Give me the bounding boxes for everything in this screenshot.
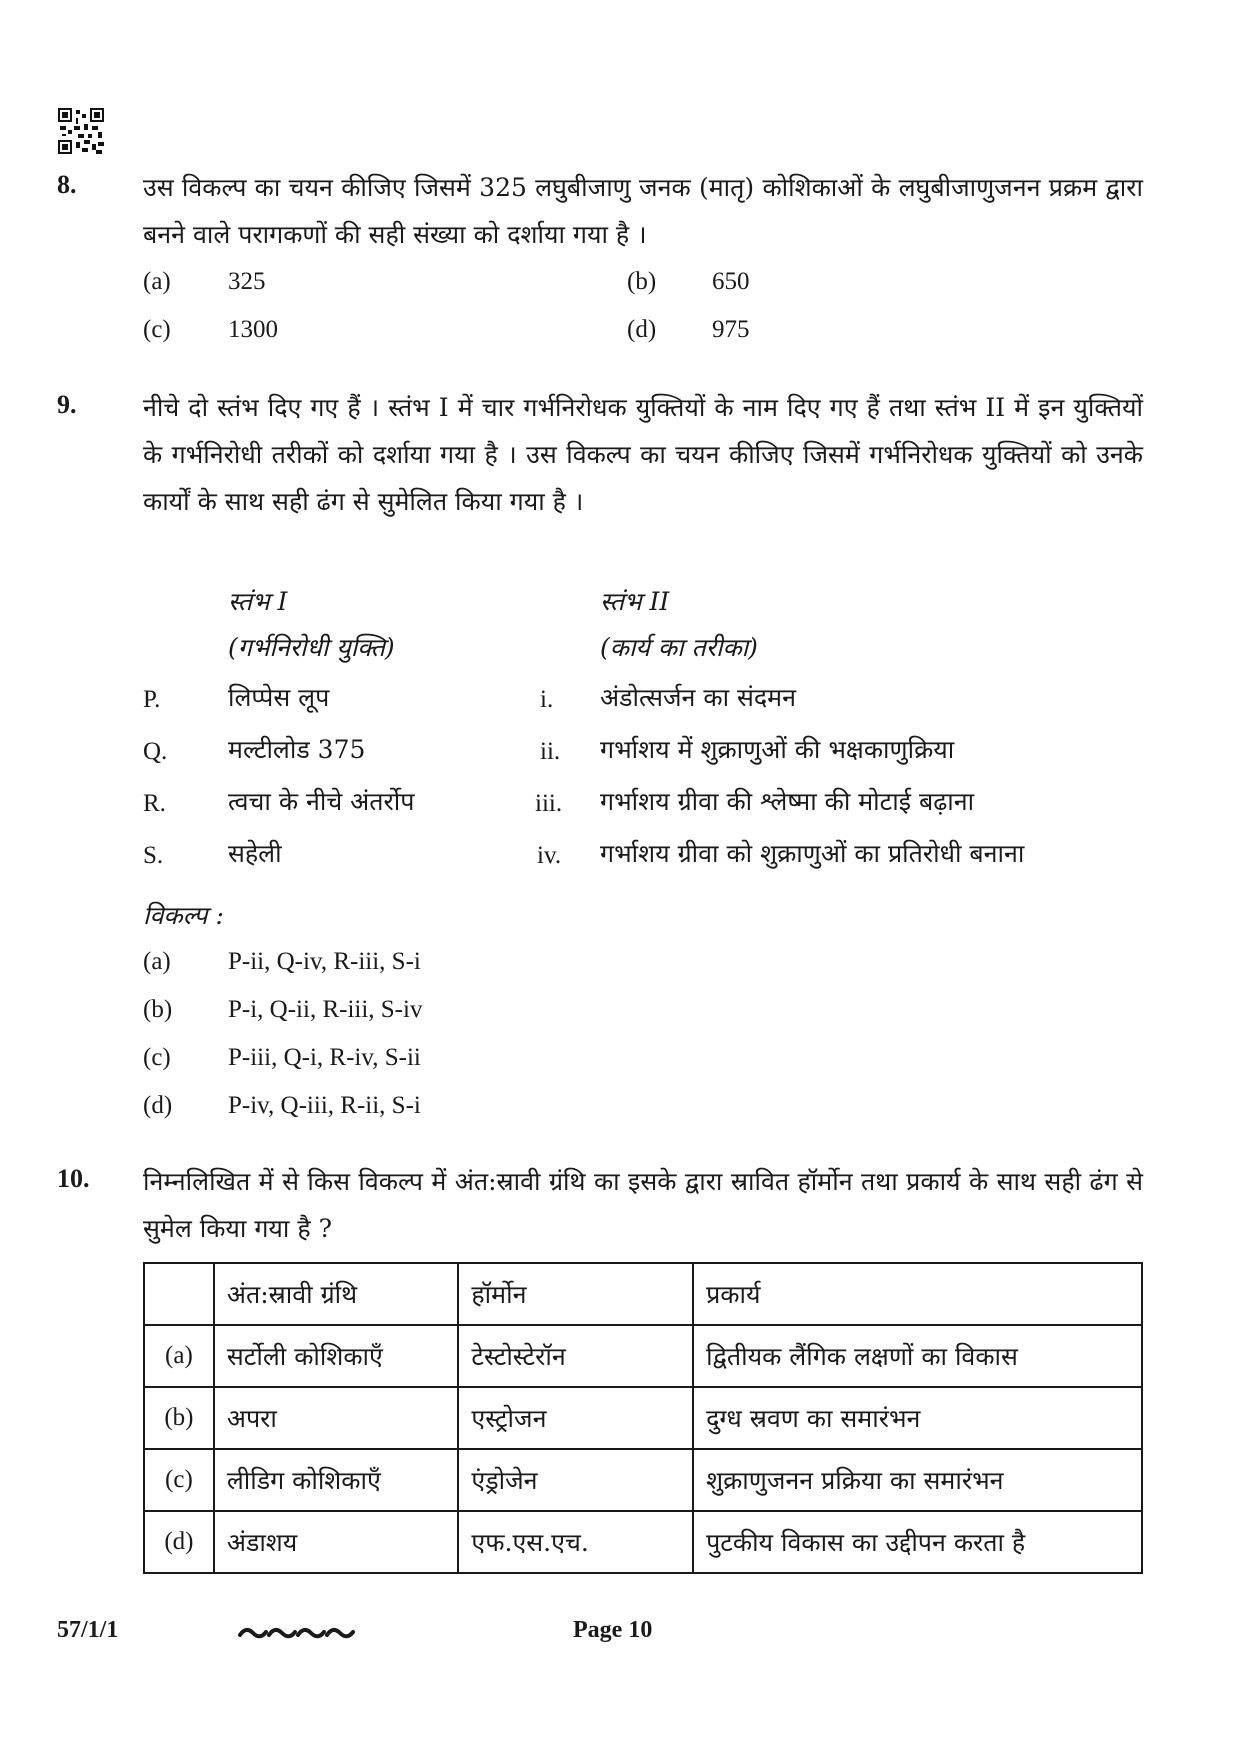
table-cell: अंडाशय — [214, 1511, 459, 1573]
qr-code — [58, 108, 104, 154]
match-right-i: अंडोत्सर्जन का संदमन — [600, 683, 796, 712]
q9-option-a[interactable] — [143, 948, 421, 976]
question-8-text: उस विकल्प का चयन कीजिए जिसमें 325 लघुबीजाणु जनक (मातृ) कोशिकाओं के लघुबीजाणुजनन प्रक्रम द्वारा बनने वाले परागकणों की सही संख्या को दर्शाया गया है । — [143, 173, 1143, 249]
table-row[interactable] — [144, 1325, 1142, 1387]
page-number: Page 10 — [573, 1617, 653, 1643]
match-key-p: P. — [143, 686, 161, 713]
options-heading: विकल्प : — [143, 901, 224, 930]
paper-code: 57/1/1 — [57, 1617, 119, 1643]
q8-option-a[interactable] — [143, 268, 266, 296]
q9-option-c[interactable] — [143, 1044, 421, 1072]
option-label: (c) — [143, 316, 171, 343]
table-cell-label: (d) — [144, 1511, 214, 1573]
option-label: (a) — [143, 268, 171, 295]
column-1-title: स्तंभ I — [228, 587, 288, 616]
option-value: P-i, Q-ii, R-iii, S-iv — [228, 996, 423, 1023]
match-right-iv: गर्भाशय ग्रीवा को शुक्राणुओं का प्रतिरोधी बनाना — [600, 839, 1025, 868]
tilde-ornament-icon — [238, 1622, 356, 1642]
match-right-ii: गर्भाशय में शुक्राणुओं की भक्षकाणुक्रिया — [600, 735, 955, 764]
table-cell: लीडिग कोशिकाएँ — [214, 1449, 459, 1511]
option-label: (b) — [627, 268, 657, 295]
table-row[interactable] — [144, 1511, 1142, 1573]
table-row[interactable] — [144, 1387, 1142, 1449]
q9-option-d[interactable] — [143, 1092, 421, 1120]
table-cell: शुक्राणुजनन प्रक्रिया का समारंभन — [693, 1449, 1142, 1511]
table-cell-label: (a) — [144, 1325, 214, 1387]
option-label: (c) — [143, 1044, 171, 1071]
match-table — [143, 1262, 1143, 1574]
table-cell: एफ.एस.एच. — [458, 1511, 693, 1573]
option-value: 325 — [228, 268, 266, 295]
table-cell: एंड्रोजेन — [458, 1449, 693, 1511]
match-key-r: R. — [143, 790, 166, 817]
table-cell: द्वितीयक लैंगिक लक्षणों का विकास — [693, 1325, 1142, 1387]
q9-option-b[interactable] — [143, 996, 422, 1024]
question-9-text: नीचे दो स्तंभ दिए गए हैं । स्तंभ I में चार गर्भनिरोधक युक्तियों के नाम दिए गए हैं तथा स्तंभ II में इन युक्तियों के गर्भनिरोधी तरीकों को दर्शाया गया है । उस विकल्प का चयन कीजिए जिसमें गर्भनिरोधक युक्तियों को उनके कार्यों के साथ सही ढंग से सुमेलित किया गया है । — [143, 393, 1143, 516]
table-cell: टेस्टोस्टेरॉन — [458, 1325, 693, 1387]
option-value: P-iv, Q-iii, R-ii, S-i — [228, 1092, 421, 1119]
question-10-text: निम्नलिखित में से किस विकल्प में अंत:स्रावी ग्रंथि का इसके द्वारा स्रावित हॉर्मोन तथा प्रकार्य के साथ सही ढंग से सुमेल किया गया है ? — [143, 1167, 1143, 1243]
table-header-cell: हॉर्मोन — [458, 1263, 693, 1325]
table-cell: पुटकीय विकास का उद्दीपन करता है — [693, 1511, 1142, 1573]
match-num-i: i. — [540, 686, 554, 713]
column-1-subtitle: (गर्भनिरोधी युक्ति) — [228, 633, 395, 662]
table-cell-label: (c) — [144, 1449, 214, 1511]
column-2-subtitle: (कार्य का तरीका) — [600, 633, 758, 662]
table-header-cell: अंत:स्रावी ग्रंथि — [214, 1263, 459, 1325]
table-cell: दुग्ध स्रवण का समारंभन — [693, 1387, 1142, 1449]
match-left-q: मल्टीलोड 375 — [228, 735, 366, 764]
question-10-number: 10. — [57, 1164, 90, 1193]
match-key-q: Q. — [143, 738, 168, 765]
table-cell: सर्टोली कोशिकाएँ — [214, 1325, 459, 1387]
q8-option-c[interactable] — [143, 316, 278, 344]
option-label: (d) — [143, 1092, 173, 1119]
match-left-p: लिप्पेस लूप — [228, 683, 330, 712]
q8-option-b[interactable] — [627, 268, 750, 296]
table-cell: एस्ट्रोजन — [458, 1387, 693, 1449]
match-num-iii: iii. — [535, 790, 563, 817]
option-value: P-iii, Q-i, R-iv, S-ii — [228, 1044, 421, 1071]
match-num-iv: iv. — [537, 842, 562, 869]
match-left-s: सहेली — [228, 839, 282, 868]
table-row[interactable] — [144, 1449, 1142, 1511]
option-label: (a) — [143, 948, 171, 975]
table-header-cell — [144, 1263, 214, 1325]
match-left-r: त्वचा के नीचे अंतर्रोप — [228, 787, 415, 816]
option-label: (b) — [143, 996, 173, 1023]
option-value: 1300 — [228, 316, 278, 343]
option-value: P-ii, Q-iv, R-iii, S-i — [228, 948, 421, 975]
question-9-number: 9. — [57, 390, 77, 419]
q8-option-d[interactable] — [627, 316, 750, 344]
option-value: 650 — [712, 268, 750, 295]
option-value: 975 — [712, 316, 750, 343]
match-key-s: S. — [143, 842, 164, 869]
match-num-ii: ii. — [540, 738, 561, 765]
table-cell: अपरा — [214, 1387, 459, 1449]
table-header-cell: प्रकार्य — [693, 1263, 1142, 1325]
table-cell-label: (b) — [144, 1387, 214, 1449]
match-right-iii: गर्भाशय ग्रीवा की श्लेष्मा की मोटाई बढ़ाना — [600, 787, 975, 816]
table-header-row — [144, 1263, 1142, 1325]
column-2-title: स्तंभ II — [600, 587, 670, 616]
question-8-number: 8. — [57, 170, 77, 199]
option-label: (d) — [627, 316, 657, 343]
